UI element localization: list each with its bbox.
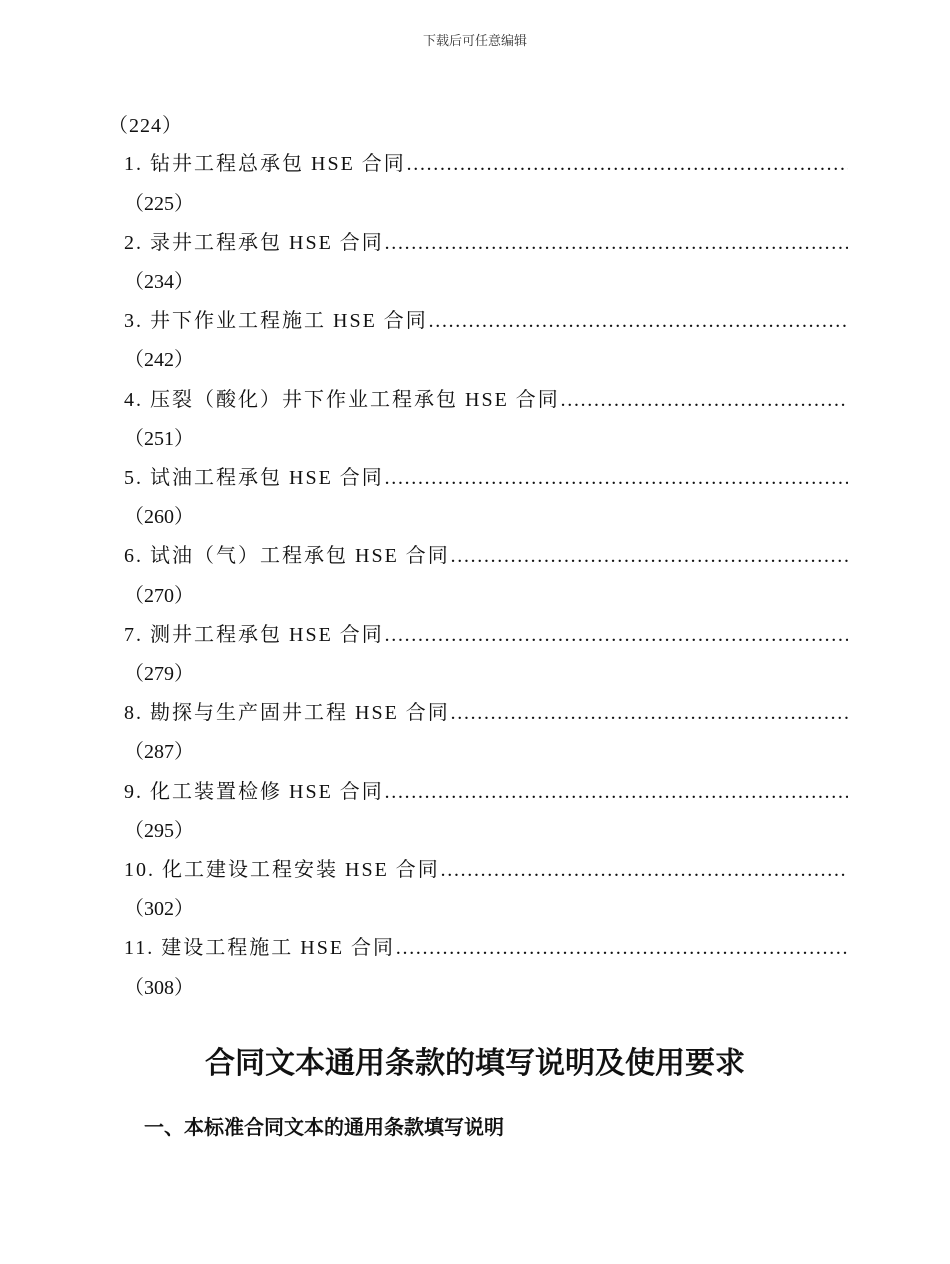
toc-entry-title: 1. 钻井工程总承包 HSE 合同 <box>124 153 406 175</box>
toc-dot-leader <box>450 699 848 727</box>
section-heading: 一、本标准合同文本的通用条款填写说明 <box>144 1117 504 1139</box>
toc-dot-leader <box>384 464 848 492</box>
toc-entry-page: （308） <box>124 977 194 999</box>
toc-entry[interactable] <box>124 307 848 335</box>
toc-entry-title: 5. 试油工程承包 HSE 合同 <box>124 467 384 489</box>
toc-entry-page: （251） <box>124 428 194 450</box>
toc-entry[interactable] <box>124 150 848 178</box>
toc-page-number: （224） <box>108 115 183 137</box>
toc-dot-leader <box>440 856 848 884</box>
toc-entry-title: 11. 建设工程施工 HSE 合同 <box>124 937 396 959</box>
toc-entry[interactable] <box>124 778 848 806</box>
page-header: 下载后可任意编辑 <box>422 33 527 48</box>
toc-entry[interactable] <box>124 229 848 257</box>
toc-entry-page: （270） <box>124 585 194 607</box>
toc-entry-page: （287） <box>124 741 194 763</box>
toc-entry-title: 6. 试油（气）工程承包 HSE 合同 <box>124 545 450 567</box>
toc-entry-title: 4. 压裂（酸化）井下作业工程承包 HSE 合同 <box>124 389 560 411</box>
toc-entry[interactable] <box>124 621 848 649</box>
toc-entry-page: （225） <box>124 193 194 215</box>
toc-entry-page: （234） <box>124 271 194 293</box>
toc-entry-title: 7. 测井工程承包 HSE 合同 <box>124 624 384 646</box>
toc-entry-page: （295） <box>124 820 194 842</box>
toc-entry[interactable] <box>124 464 848 492</box>
toc-dot-leader <box>395 934 848 962</box>
toc-entry-page: （260） <box>124 506 194 528</box>
toc-dot-leader <box>428 307 848 335</box>
toc-entry[interactable] <box>124 856 848 884</box>
toc-entry[interactable] <box>124 934 848 962</box>
toc-entry[interactable] <box>124 699 848 727</box>
document-title: 合同文本通用条款的填写说明及使用要求 <box>205 1047 745 1080</box>
toc-dot-leader <box>450 542 848 570</box>
toc-entry-page: （279） <box>124 663 194 685</box>
toc-entry-page: （302） <box>124 898 194 920</box>
toc-entry[interactable] <box>124 386 848 414</box>
toc-entry[interactable] <box>124 542 848 570</box>
toc-entry-title: 2. 录井工程承包 HSE 合同 <box>124 232 384 254</box>
toc-entry-title: 9. 化工装置检修 HSE 合同 <box>124 781 384 803</box>
toc-dot-leader <box>406 150 848 178</box>
toc-dot-leader <box>384 229 848 257</box>
toc-entry-title: 10. 化工建设工程安装 HSE 合同 <box>124 859 440 881</box>
toc-entry-page: （242） <box>124 349 194 371</box>
toc-entry-title: 8. 勘探与生产固井工程 HSE 合同 <box>124 702 450 724</box>
toc-entry-title: 3. 井下作业工程施工 HSE 合同 <box>124 310 428 332</box>
toc-dot-leader <box>384 778 848 806</box>
toc-dot-leader <box>560 386 848 414</box>
toc-dot-leader <box>384 621 848 649</box>
